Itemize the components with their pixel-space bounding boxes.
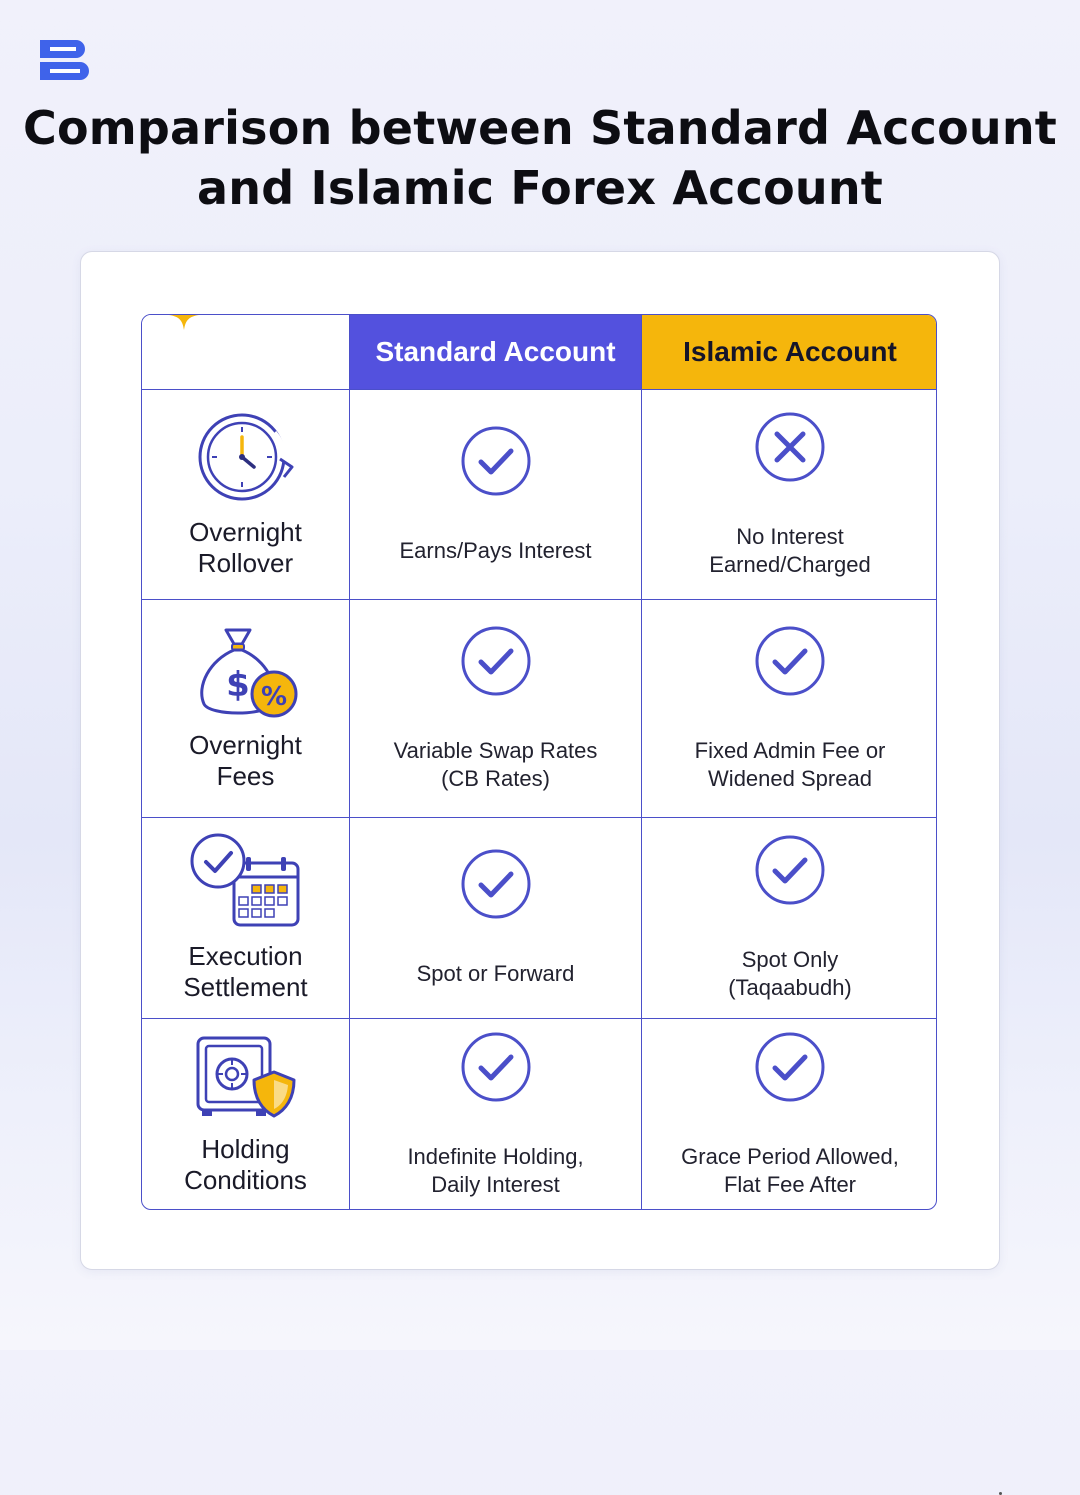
check-circle-icon (754, 834, 826, 906)
money-bag-percent-icon (192, 626, 300, 720)
feature-label: Overnight Rollover (189, 516, 302, 578)
svg-text:$: $ (225, 664, 250, 705)
check-circle-icon (460, 625, 532, 697)
standard-value-label: Indefinite Holding, Daily Interest (407, 1144, 584, 1197)
calendar-check-icon (188, 833, 304, 931)
safe-shield-icon (192, 1034, 300, 1124)
brand-logo-icon (40, 40, 92, 80)
standard-value-label: Earns/Pays Interest (399, 537, 592, 563)
page-title: Comparison between Standard Account and Islamic Forex Account (23, 101, 1057, 215)
feature-cell-overnight-rollover (142, 390, 350, 600)
standard-value-label: Variable Swap Rates (CB Rates) (393, 737, 598, 791)
standard-cell-overnight-fees (350, 600, 642, 818)
islamic-value-label: Spot Only (Taqaabudh) (728, 947, 852, 1000)
check-circle-icon (460, 848, 532, 920)
feature-cell-holding-conditions (142, 1019, 350, 1210)
svg-text:%: % (260, 681, 287, 712)
header-islamic-account: Islamic Account (642, 315, 937, 390)
standard-value-label: Spot or Forward (416, 961, 575, 986)
sparkle-icon (168, 314, 200, 331)
standard-cell-overnight-rollover (350, 390, 642, 600)
standard-cell-holding-conditions (350, 1019, 642, 1210)
islamic-value-label: Grace Period Allowed, Flat Fee After (681, 1144, 899, 1197)
table-corner (142, 315, 350, 390)
islamic-value-label: Fixed Admin Fee or Widened Spread (694, 737, 886, 791)
feature-label: Execution Settlement (183, 941, 308, 1002)
clock-rollover-icon (196, 411, 296, 507)
comparison-table (141, 314, 937, 1210)
islamic-cell-overnight-rollover (642, 390, 937, 600)
islamic-cell-execution-settlement (642, 818, 937, 1019)
islamic-value-label: No Interest Earned/Charged (709, 523, 871, 577)
check-circle-icon (460, 425, 532, 497)
check-circle-icon (754, 625, 826, 697)
header-standard-account: Standard Account (350, 315, 642, 390)
cross-circle-icon (754, 411, 826, 483)
islamic-cell-holding-conditions (642, 1019, 937, 1210)
check-circle-icon (754, 1031, 826, 1103)
standard-cell-execution-settlement (350, 818, 642, 1019)
feature-cell-execution-settlement (142, 818, 350, 1019)
feature-label: Holding Conditions (184, 1134, 307, 1195)
islamic-cell-overnight-fees (642, 600, 937, 818)
feature-label: Overnight Fees (189, 729, 302, 791)
check-circle-icon (460, 1031, 532, 1103)
feature-cell-overnight-fees (142, 600, 350, 818)
